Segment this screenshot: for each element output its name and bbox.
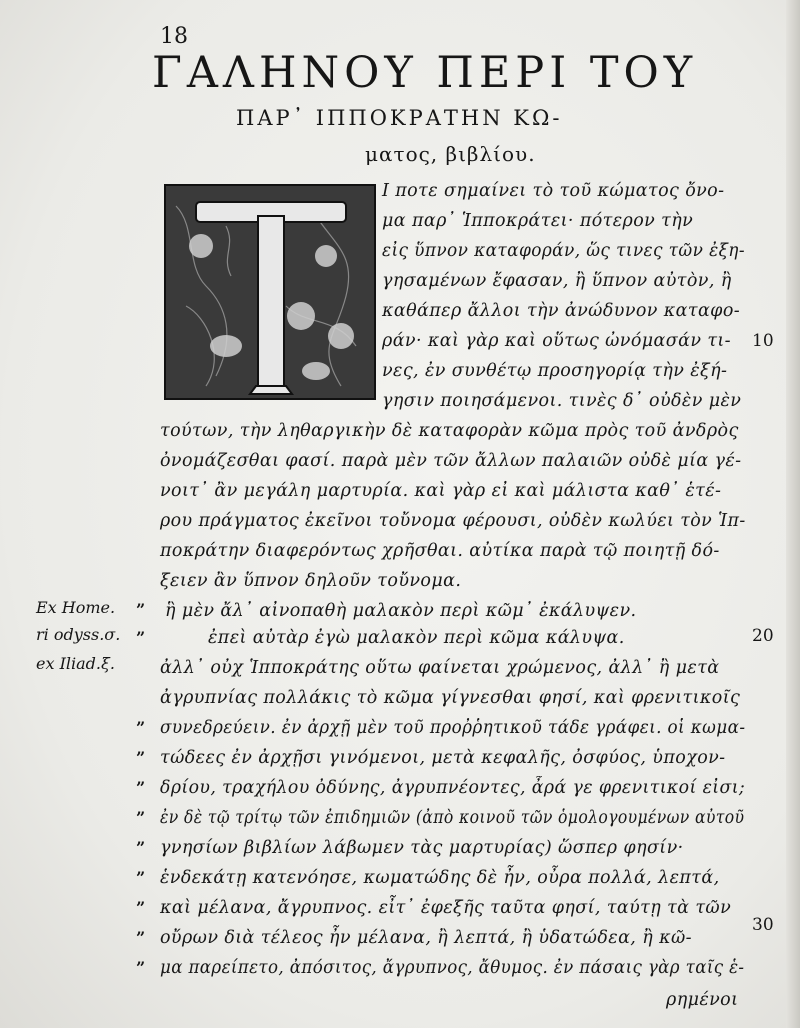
quote-mark: ” bbox=[136, 928, 146, 947]
margin-note-2: ri odyss.σ. bbox=[36, 625, 121, 644]
quote-mark: ” bbox=[136, 778, 146, 797]
quote-mark: ” bbox=[136, 838, 146, 857]
text-line-14: ξειεν ἂν ὕπνον δηλοῦν τοὔνομα. bbox=[160, 571, 462, 591]
quote-mark: ” bbox=[136, 748, 146, 767]
text-line-21: δρίου, τραχήλου ὀδύνης, ἀγρυπνέοντες, ἆρά γε φρενιτικοί εἰσι; bbox=[160, 778, 746, 798]
text-line-8: γησιν ποιησάμενοι. τινὲς δ᾿ οὐδὲν μὲν bbox=[382, 391, 742, 411]
homer-quote-line-2: ἐπεὶ αὐτὰρ ἐγὼ μαλακὸν περὶ κῶμα κάλυψα. bbox=[208, 628, 625, 648]
text-line-17: ἀλλ᾿ οὐχ Ἱπποκράτης οὕτω φαίνεται χρώμενος, ἀλλ᾿ ἢ μετὰ bbox=[160, 658, 720, 678]
line-number-30: 30 bbox=[752, 915, 774, 935]
quote-mark: ” bbox=[136, 898, 146, 917]
margin-note-3: ex Iliad.ξ. bbox=[36, 654, 115, 673]
chapter-title-line-3: ματος, βιβλίου. bbox=[365, 142, 536, 166]
text-line-13: ποκράτην διαφερόντως χρῆσθαι. αὐτίκα παρὰ τῷ ποιητῇ δό- bbox=[160, 541, 720, 561]
text-line-24: ἑνδεκάτῃ κατενόησε, κωματώδης δὲ ἦν, οὖρα πολλά, λεπτά, bbox=[160, 868, 720, 888]
page-number: 18 bbox=[160, 24, 188, 49]
text-line-18: ἀγρυπνίας πολλάκις τὸ κῶμα γίγνεσθαι φησί, καὶ φρενιτικοῖς bbox=[160, 688, 741, 708]
text-line-9: τούτων, τὴν ληθαργικὴν δὲ καταφορὰν κῶμα πρὸς τοῦ ἀνδρὸς bbox=[160, 421, 739, 441]
quote-mark: ” bbox=[136, 718, 146, 737]
text-line-25: καὶ μέλανα, ἄγρυπνος. εἶτ᾿ ἐφεξῆς ταῦτα φησί, ταύτῃ τὰ τῶν bbox=[160, 898, 732, 918]
decorated-initial-t-image bbox=[164, 184, 376, 400]
text-line-22: ἐν δὲ τῷ τρίτῳ τῶν ἐπιδημιῶν (ἀπὸ κοινοῦ τῶν ὁμολογουμένων αὐτοῦ bbox=[160, 808, 745, 828]
homer-quote-line-1: ἣ μὲν ἄλ᾿ αἰνοπαθὴ μαλακὸν περὶ κῶμ᾿ ἐκάλυψεν. bbox=[165, 601, 637, 621]
text-line-1: Ι ποτε σημαίνει τὸ τοῦ κώματος ὄνο- bbox=[382, 181, 725, 201]
text-line-12: ρου πράγματος ἐκεῖνοι τοὔνομα φέρουσι, οὐδὲν κωλύει τὸν Ἱπ- bbox=[160, 511, 746, 531]
catchword: ρημένοι bbox=[666, 990, 739, 1010]
text-line-5: καθάπερ ἄλλοι τὴν ἀνώδυνον καταφο- bbox=[382, 301, 741, 321]
text-line-19: συνεδρεύειν. ἐν ἀρχῇ μὲν τοῦ προῤῥητικοῦ τάδε γράφει. οἱ κωμα- bbox=[160, 718, 746, 738]
line-number-10: 10 bbox=[752, 331, 774, 351]
text-line-7: νες, ἐν συνθέτῳ προσηγορίᾳ τὴν ἐξή- bbox=[382, 361, 728, 381]
chapter-title-line-2: ΠΑΡ᾿ ΙΠΠΟΚΡΑΤΗΝ ΚΩ- bbox=[236, 106, 563, 130]
text-line-4: γησαμένων ἔφασαν, ἢ ὕπνον αὐτὸν, ἢ bbox=[382, 271, 732, 291]
text-line-27: μα παρείπετο, ἀπόσιτος, ἄγρυπνος, ἄθυμος. ἐν πάσαις γὰρ ταῖς ἑ- bbox=[160, 958, 745, 978]
text-line-6: ράν· καὶ γὰρ καὶ οὕτως ὠνόμασάν τι- bbox=[382, 331, 731, 351]
text-line-3: εἰς ὕπνον καταφοράν, ὥς τινες τῶν ἐξη- bbox=[382, 241, 745, 261]
text-line-20: τώδεες ἐν ἀρχῇσι γινόμενοι, μετὰ κεφαλῆς, ὀσφύος, ὑποχον- bbox=[160, 748, 726, 768]
quote-mark: ” bbox=[136, 600, 146, 619]
chapter-title: ΓΑΛΗΝΟΥ ΠΕΡΙ ΤΟΥ bbox=[152, 48, 698, 98]
text-line-2: μα παρ᾿ Ἱπποκράτει· πότερον τὴν bbox=[382, 211, 694, 231]
line-number-20: 20 bbox=[752, 626, 774, 646]
text-line-26: οὔρων διὰ τέλεος ἦν μέλανα, ἢ λεπτά, ἢ ὑδατώδεα, ἢ κῶ- bbox=[160, 928, 692, 948]
text-line-11: νοιτ᾿ ἂν μεγάλη μαρτυρία. καὶ γὰρ εἰ καὶ μάλιστα καθ᾿ ἑτέ- bbox=[160, 481, 722, 501]
quote-mark: ” bbox=[136, 868, 146, 887]
text-line-10: ὀνομάζεσθαι φασί. παρὰ μὲν τῶν ἄλλων παλαιῶν οὐδὲ μία γέ- bbox=[160, 451, 742, 471]
quote-mark: ” bbox=[136, 628, 146, 647]
quote-mark: ” bbox=[136, 958, 146, 977]
text-line-23: γνησίων βιβλίων λάβωμεν τὰς μαρτυρίας) ὥσπερ φησίν· bbox=[160, 838, 684, 858]
margin-note-1: Ex Home. bbox=[36, 598, 116, 617]
quote-mark: ” bbox=[136, 808, 146, 827]
